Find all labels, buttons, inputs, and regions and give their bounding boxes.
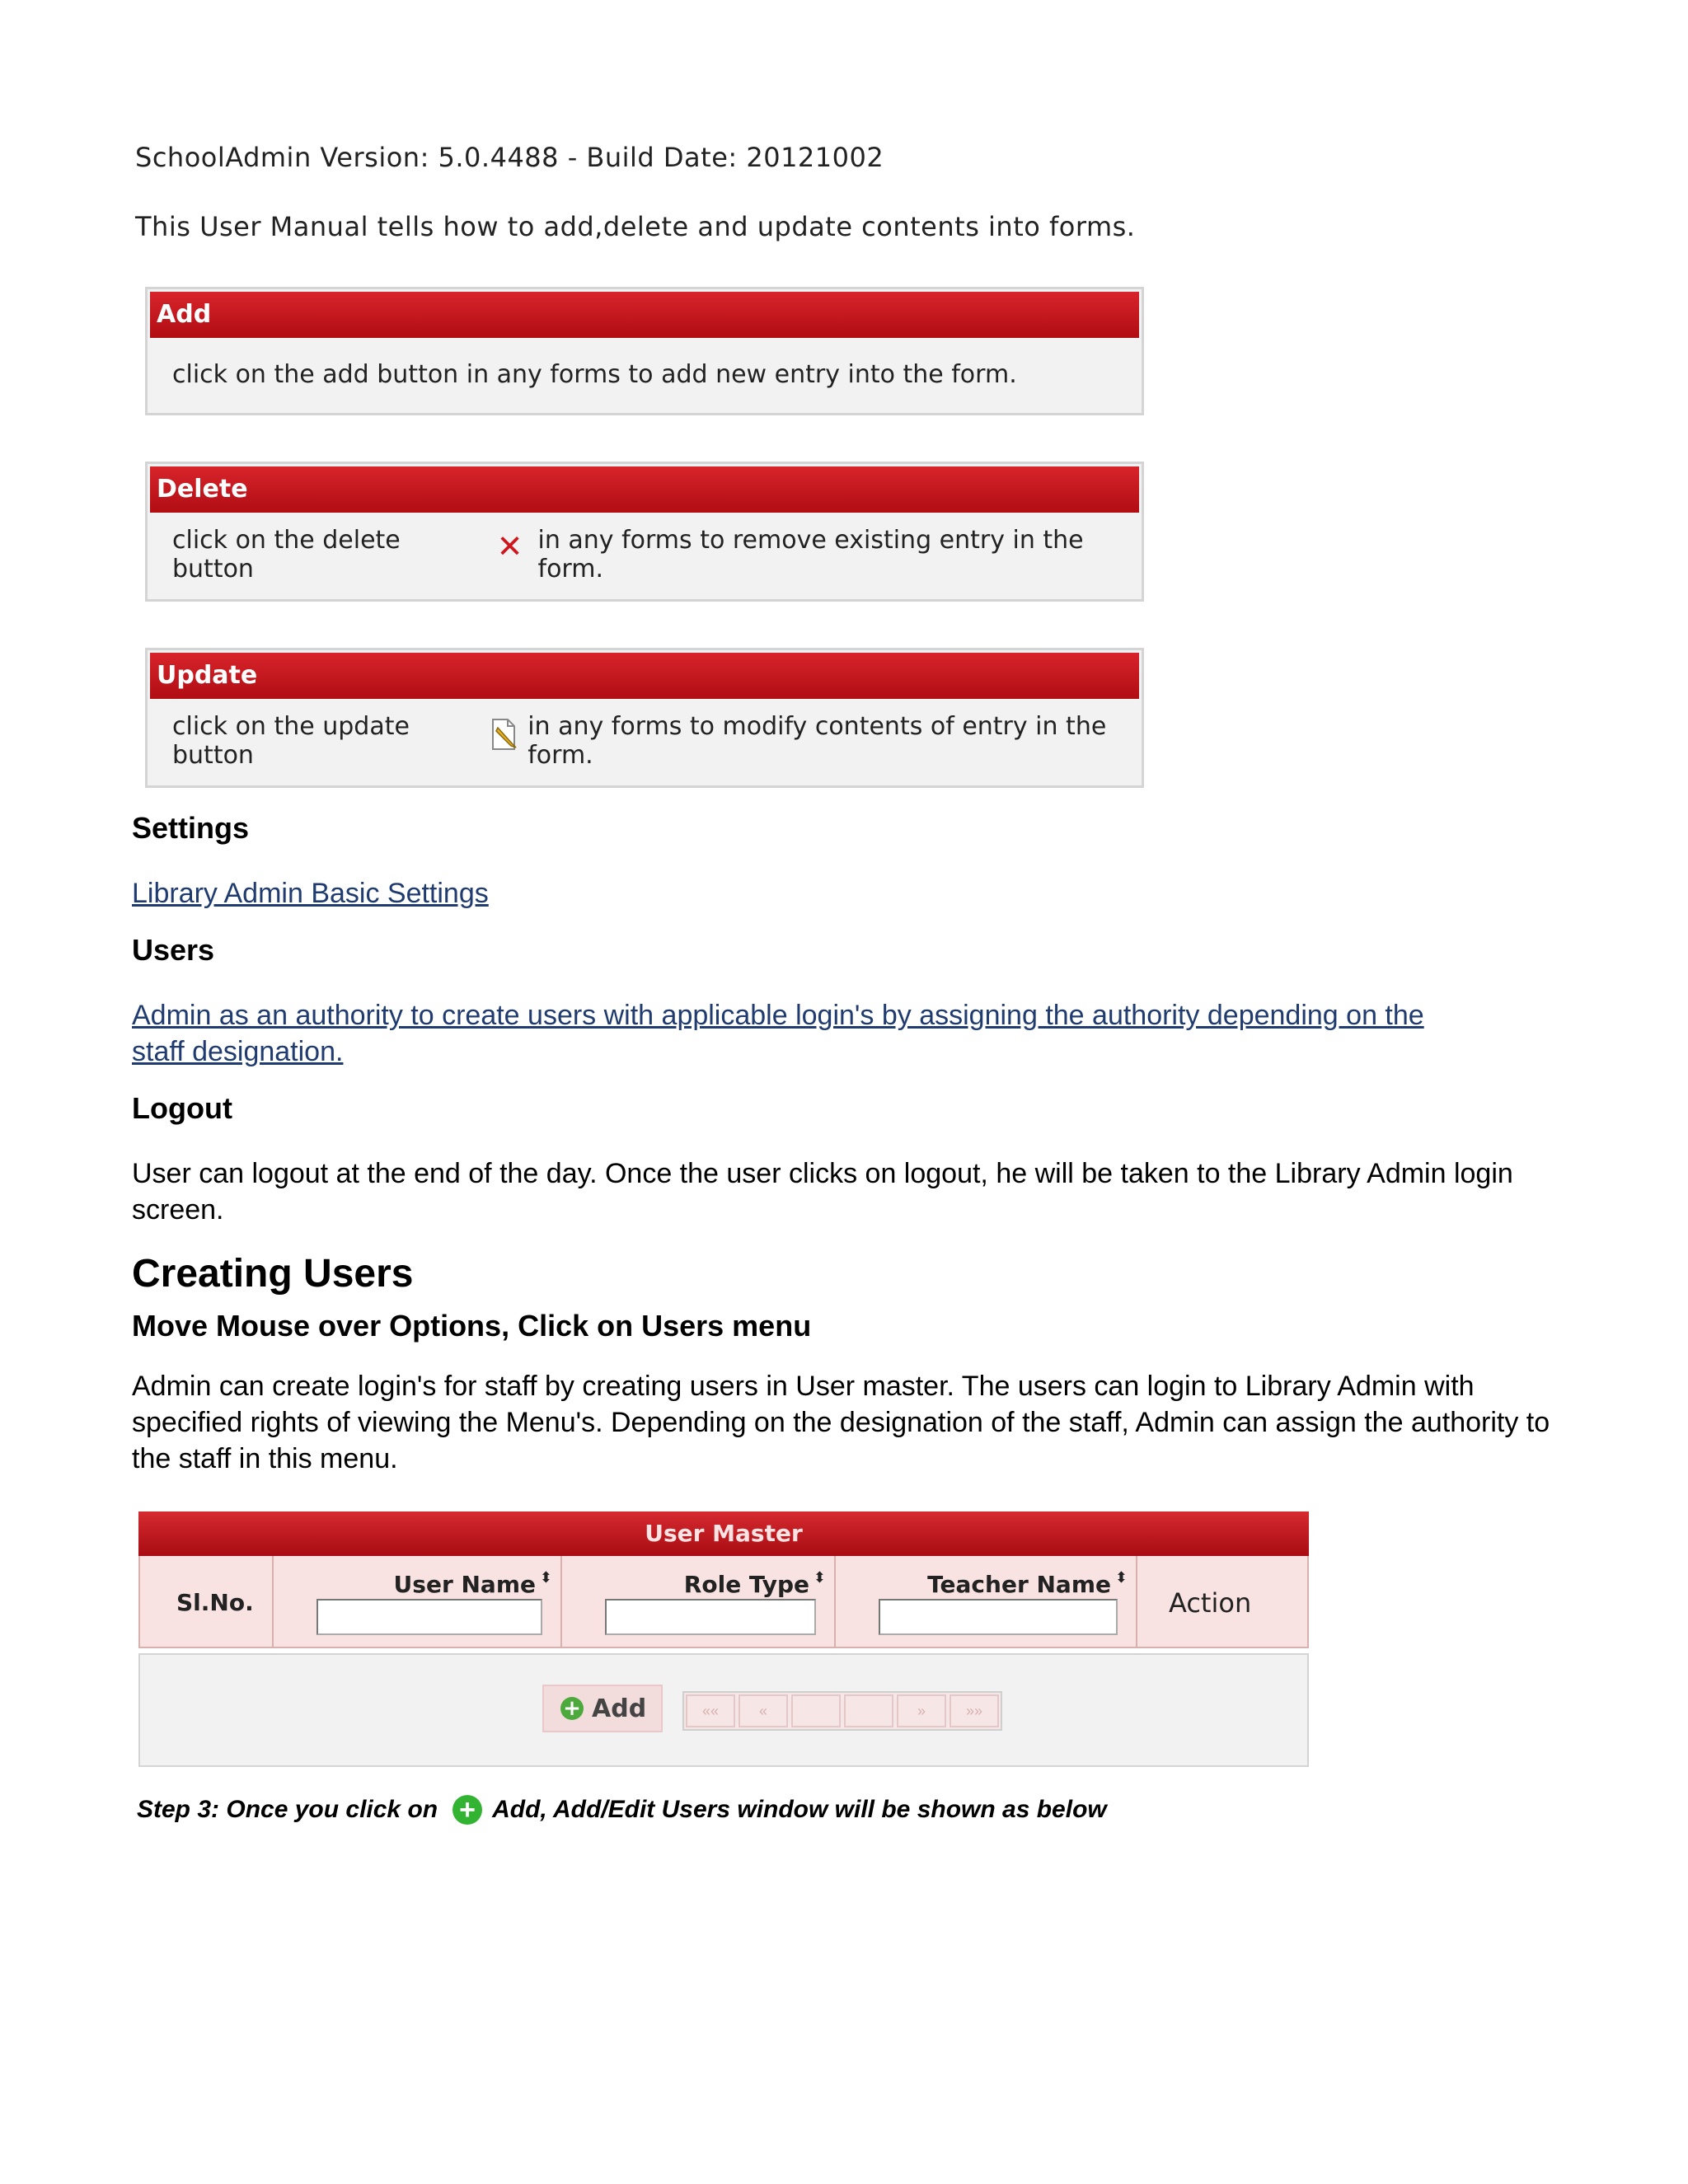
- users-link[interactable]: Admin as an authority to create users with applicable login's by assigning the authority depending on the staff designation.: [132, 1000, 1424, 1067]
- version-line: SchoolAdmin Version: 5.0.4488 - Build Date: 20121002: [135, 142, 884, 173]
- step-3-before: Step 3: Once you click on: [137, 1796, 438, 1823]
- col-role-type[interactable]: [562, 1556, 836, 1647]
- pager-page-slot: [844, 1694, 893, 1727]
- settings-heading: Settings: [132, 811, 250, 845]
- add-panel-text: click on the add button in any forms to add new entry into the form.: [172, 359, 1017, 389]
- update-panel-title: Update: [150, 653, 1139, 699]
- col-teacher-name-label[interactable]: Teacher Name: [927, 1571, 1111, 1598]
- user-master-footer: [138, 1653, 1309, 1767]
- col-slno: [140, 1556, 274, 1647]
- delete-text-after: in any forms to remove existing entry in the form.: [537, 526, 1084, 583]
- delete-panel-title: Delete: [150, 466, 1139, 513]
- col-action-label: Action: [1169, 1587, 1252, 1619]
- creating-users-heading: Creating Users: [132, 1252, 414, 1296]
- col-user-name[interactable]: [274, 1556, 562, 1647]
- role-type-filter-input[interactable]: [605, 1599, 816, 1635]
- sort-icon[interactable]: ⬍: [539, 1569, 552, 1586]
- creating-users-subheading: Move Mouse over Options, Click on Users menu: [132, 1309, 812, 1343]
- pager-last-button[interactable]: »»: [950, 1694, 999, 1727]
- teacher-name-filter-input[interactable]: [879, 1599, 1118, 1635]
- col-action: [1137, 1556, 1307, 1647]
- sort-icon[interactable]: ⬍: [813, 1569, 826, 1586]
- sort-icon[interactable]: ⬍: [1114, 1569, 1128, 1586]
- update-panel: [145, 648, 1144, 788]
- update-text-before: click on the update button: [172, 712, 410, 770]
- pager-next-button[interactable]: »: [897, 1694, 946, 1727]
- user-master-title: User Master: [138, 1511, 1309, 1556]
- delete-x-icon: ✕: [496, 528, 523, 565]
- add-panel: [145, 287, 1144, 415]
- add-button[interactable]: [542, 1685, 663, 1732]
- step-3-after: Add, Add/Edit Users window will be shown as below: [492, 1796, 1107, 1823]
- user-name-filter-input[interactable]: [316, 1599, 542, 1635]
- add-panel-title: Add: [150, 292, 1139, 338]
- plus-circle-icon: +: [452, 1795, 482, 1825]
- pager: [682, 1691, 1002, 1731]
- logout-heading: Logout: [132, 1091, 232, 1125]
- settings-link[interactable]: Library Admin Basic Settings: [132, 878, 489, 909]
- edit-pencil-icon: [491, 718, 519, 751]
- intro-line: This User Manual tells how to add,delete and update contents into forms.: [135, 211, 1136, 242]
- update-text-after: in any forms to modify contents of entry in the form.: [528, 712, 1107, 770]
- add-button-label: Add: [592, 1694, 647, 1723]
- logout-text: User can logout at the end of the day. Once the user clicks on logout, he will be taken to the Library Admin login screen.: [132, 1158, 1513, 1226]
- col-teacher-name[interactable]: [836, 1556, 1137, 1647]
- pager-prev-button[interactable]: «: [738, 1694, 788, 1727]
- step-3-line: [137, 1795, 1107, 1825]
- delete-text-before: click on the delete button: [172, 526, 401, 583]
- col-role-type-label[interactable]: Role Type: [683, 1571, 809, 1598]
- pager-page-slot: [791, 1694, 841, 1727]
- col-slno-label: Sl.No.: [176, 1589, 254, 1616]
- user-master-header-row: [138, 1556, 1309, 1648]
- users-heading: Users: [132, 933, 215, 967]
- user-master-table: [138, 1511, 1309, 1767]
- col-user-name-label[interactable]: User Name: [393, 1571, 536, 1598]
- creating-users-text: Admin can create login's for staff by creating users in User master. The users can login to Library Admin with specified rights of viewing the Menu's. Depending on the designation of the staff, Admin can assign the authority to the staff in this menu.: [132, 1371, 1550, 1474]
- plus-circle-icon: +: [560, 1697, 584, 1720]
- delete-panel: [145, 462, 1144, 602]
- pager-first-button[interactable]: ««: [686, 1694, 735, 1727]
